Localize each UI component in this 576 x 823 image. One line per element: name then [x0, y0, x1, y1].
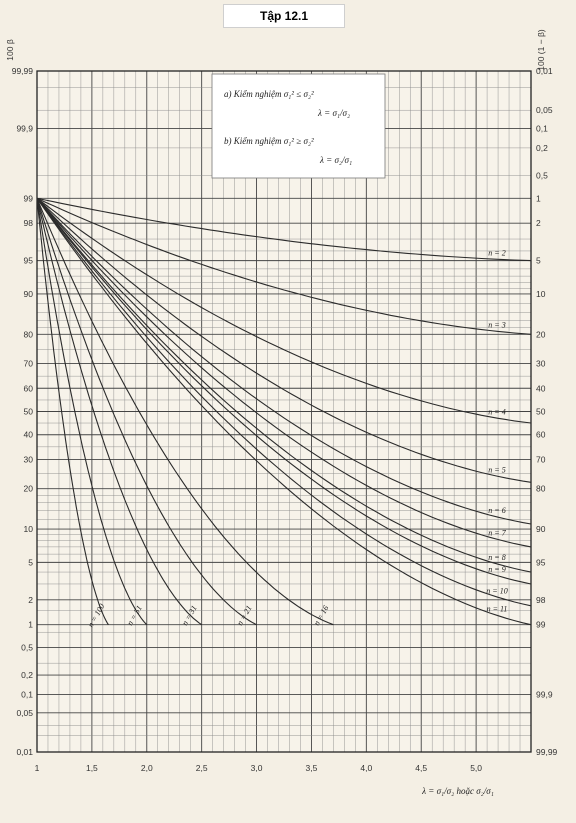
left-tick-label: 98 — [23, 218, 33, 229]
left-tick-label: 0,1 — [21, 689, 33, 700]
x-axis-label: λ = σ₁/σ₂ hoặc σ₂/σ₁ — [422, 786, 494, 796]
right-tick-label: 80 — [536, 483, 546, 494]
left-tick-label: 60 — [23, 383, 33, 394]
right-tick-label: 0,5 — [536, 170, 548, 181]
curve-label: n = 100 — [85, 602, 107, 629]
legend-line-2: λ = σ₁/σ₂ — [318, 108, 351, 118]
right-tick-label: 90 — [536, 524, 546, 535]
x-tick-label: 3,5 — [305, 763, 318, 773]
curve-label: n = 11 — [486, 604, 508, 614]
left-axis-label: 100 β — [5, 39, 15, 61]
right-tick-label: 20 — [536, 329, 546, 340]
x-tick-label: 1 — [34, 763, 40, 773]
right-tick-label: 0,05 — [536, 105, 553, 116]
left-tick-label: 70 — [23, 358, 33, 369]
curve-label: n = 6 — [488, 506, 506, 516]
left-tick-label: 0,2 — [21, 670, 33, 681]
right-tick-label: 0,1 — [536, 123, 548, 134]
curve-label: n = 7 — [488, 528, 506, 538]
left-tick-label: 90 — [23, 288, 33, 299]
x-tick-label: 2,0 — [140, 763, 153, 773]
curve-label: n = 9 — [488, 564, 506, 574]
curve-label: n = 3 — [488, 320, 506, 330]
curve-label: n = 4 — [488, 407, 506, 417]
left-tick-label: 2 — [28, 594, 33, 605]
curve-label: n = 5 — [488, 465, 506, 475]
right-tick-label: 40 — [536, 383, 546, 394]
legend-line-1: a) Kiểm nghiệm σ₁² ≤ σ₂² — [224, 89, 314, 99]
chart-title: Tập 12.1 — [223, 4, 345, 28]
left-tick-label: 99,9 — [16, 123, 33, 134]
right-tick-label: 50 — [536, 406, 546, 417]
left-tick-label: 80 — [23, 329, 33, 340]
left-tick-label: 0,01 — [16, 747, 33, 757]
left-tick-label: 20 — [23, 483, 33, 494]
right-tick-label: 2 — [536, 218, 541, 229]
right-tick-label: 98 — [536, 594, 546, 605]
left-tick-label: 99,99 — [11, 66, 33, 76]
left-tick-label: 10 — [23, 524, 33, 535]
left-tick-label: 0,05 — [16, 707, 33, 718]
right-tick-label: 95 — [536, 557, 546, 568]
left-tick-label: 5 — [28, 557, 33, 568]
left-tick-label: 30 — [23, 454, 33, 465]
right-tick-label: 1 — [536, 193, 541, 204]
x-tick-label: 5,0 — [470, 763, 483, 773]
right-tick-label: 0,2 — [536, 142, 548, 153]
right-tick-label: 99,99 — [536, 747, 558, 757]
right-tick-label: 0,01 — [536, 66, 553, 76]
curve-label: n = 10 — [486, 586, 508, 596]
right-tick-label: 60 — [536, 429, 546, 440]
x-tick-label: 4,5 — [415, 763, 428, 773]
right-tick-label: 99 — [536, 619, 546, 630]
curve-label: n = 31 — [180, 603, 199, 627]
legend-line-3: b) Kiểm nghiệm σ₁² ≥ σ₂² — [224, 136, 314, 146]
right-tick-label: 70 — [536, 454, 546, 465]
curve-label: n = 21 — [235, 603, 254, 627]
left-tick-label: 99 — [23, 193, 33, 204]
curve-label: n = 2 — [488, 248, 506, 258]
x-tick-label: 1,5 — [85, 763, 98, 773]
right-tick-label: 30 — [536, 358, 546, 369]
curve-label: n = 51 — [125, 603, 144, 627]
right-axis-label: 100 (1 − β) — [536, 29, 546, 71]
left-tick-label: 50 — [23, 406, 33, 417]
right-tick-label: 10 — [536, 288, 546, 299]
right-tick-label: 99,9 — [536, 689, 553, 700]
left-tick-label: 40 — [23, 429, 33, 440]
left-tick-label: 1 — [28, 619, 33, 630]
x-tick-label: 3,0 — [250, 763, 263, 773]
left-tick-label: 95 — [23, 255, 33, 266]
x-tick-label: 2,5 — [195, 763, 208, 773]
x-tick-label: 4,0 — [360, 763, 373, 773]
curve-label: n = 8 — [488, 553, 506, 563]
left-tick-label: 0,5 — [21, 642, 33, 653]
legend-line-4: λ = σ₂/σ₁ — [320, 155, 353, 165]
right-tick-label: 5 — [536, 255, 541, 266]
curve-label: n = 16 — [311, 603, 331, 627]
